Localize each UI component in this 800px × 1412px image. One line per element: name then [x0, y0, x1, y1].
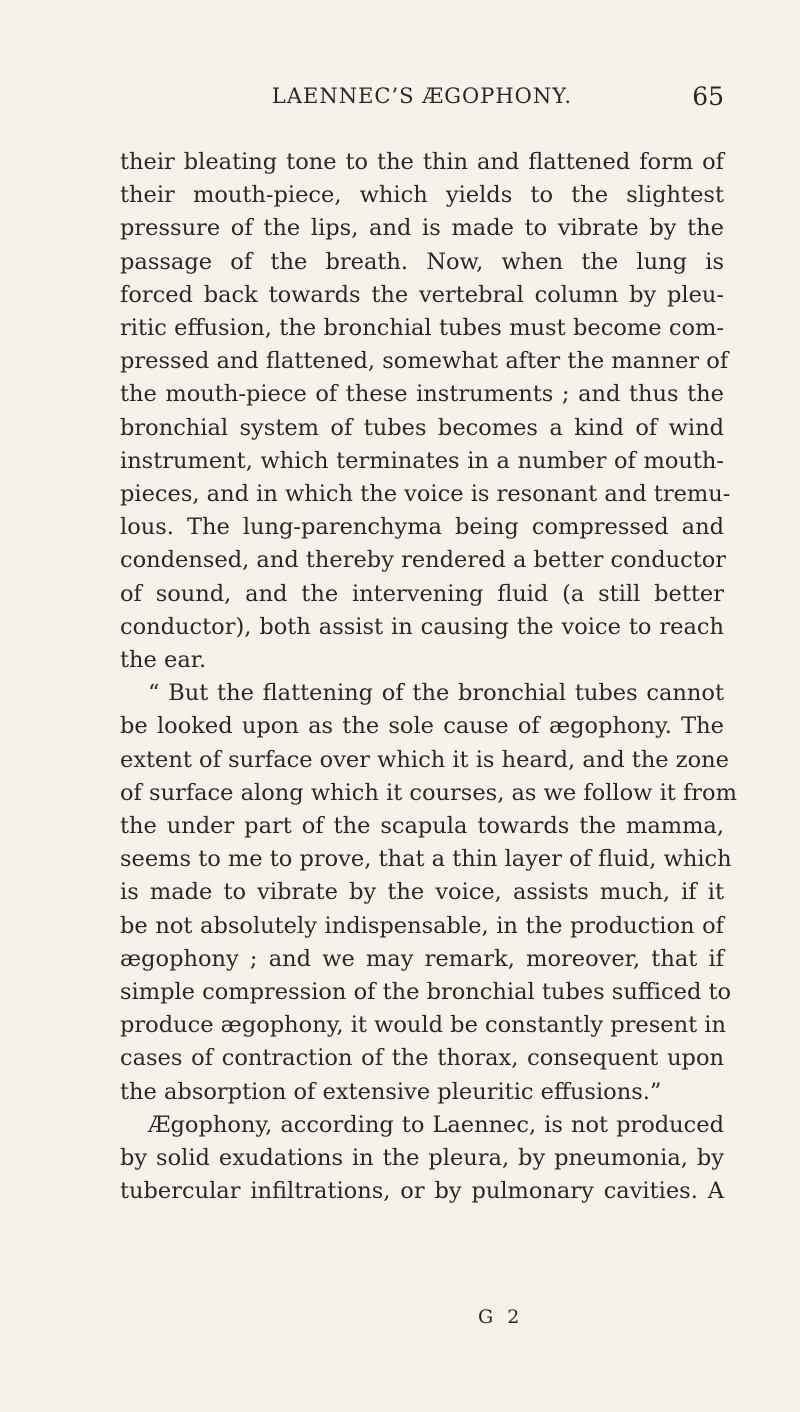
text-line: passage of the breath. Now, when the lung is	[120, 248, 724, 275]
text-line: the absorption of extensive pleuritic effusions.”	[120, 1078, 662, 1105]
text-line: their mouth-piece, which yields to the slightest	[120, 182, 724, 209]
text-line: forced back towards the vertebral column by pleu-	[120, 281, 724, 308]
text-line: cases of contraction of the thorax, consequent upon	[120, 1045, 724, 1072]
paragraph-1	[120, 146, 731, 677]
running-title: LAENNEC’S ÆGOPHONY.	[271, 84, 573, 108]
text-line: pressure of the lips, and is made to vibrate by the	[120, 215, 724, 242]
running-head	[120, 84, 724, 118]
text-line: the ear.	[120, 647, 207, 674]
text-line: extent of surface over which it is heard, and the zone	[120, 746, 729, 773]
text-line: ægophony ; and we may remark, moreover, that if	[120, 945, 724, 972]
text-line: “ But the flattening of the bronchial tubes cannot	[148, 680, 724, 707]
page-number: 65	[692, 82, 724, 111]
text-line: produce ægophony, it would be constantly present in	[120, 1012, 726, 1039]
text-line: of surface along which it courses, as we follow it from	[120, 779, 737, 806]
paragraph-3	[120, 1109, 724, 1209]
printer-signature: G 2	[478, 1306, 524, 1328]
text-line: ritic effusion, the bronchial tubes must become com-	[120, 315, 724, 342]
text-line: conductor), both assist in causing the voice to reach	[120, 613, 724, 640]
paragraph-2	[120, 677, 737, 1109]
text-line: of sound, and the intervening fluid (a still better	[120, 580, 724, 607]
text-line: is made to vibrate by the voice, assists much, if it	[120, 879, 724, 906]
text-line: seems to me to prove, that a thin layer of fluid, which	[120, 846, 732, 873]
body-text	[120, 146, 737, 1209]
text-line: their bleating tone to the thin and flattened form of	[120, 149, 724, 175]
text-line: tubercular infiltrations, or by pulmonary cavities. A	[120, 1178, 724, 1205]
text-line: Ægophony, according to Laennec, is not produced	[148, 1111, 724, 1138]
text-line: the under part of the scapula towards the mamma,	[120, 813, 724, 840]
text-line: simple compression of the bronchial tubes sufficed to	[120, 979, 732, 1006]
text-line: be not absolutely indispensable, in the production of	[120, 912, 724, 939]
text-line: be looked upon as the sole cause of ægophony. The	[120, 713, 724, 740]
text-line: pressed and flattened, somewhat after the manner of	[120, 348, 729, 375]
text-line: pieces, and in which the voice is resonant and tremu-	[120, 481, 731, 508]
text-line: instrument, which terminates in a number of mouth-	[120, 447, 724, 474]
text-line: lous. The lung-parenchyma being compressed and	[120, 514, 724, 541]
text-line: condensed, and thereby rendered a better conductor	[120, 547, 727, 574]
text-line: the mouth-piece of these instruments ; and thus the	[120, 381, 724, 408]
text-line: bronchial system of tubes becomes a kind of wind	[120, 414, 724, 441]
text-line: by solid exudations in the pleura, by pneumonia, by	[120, 1145, 724, 1172]
